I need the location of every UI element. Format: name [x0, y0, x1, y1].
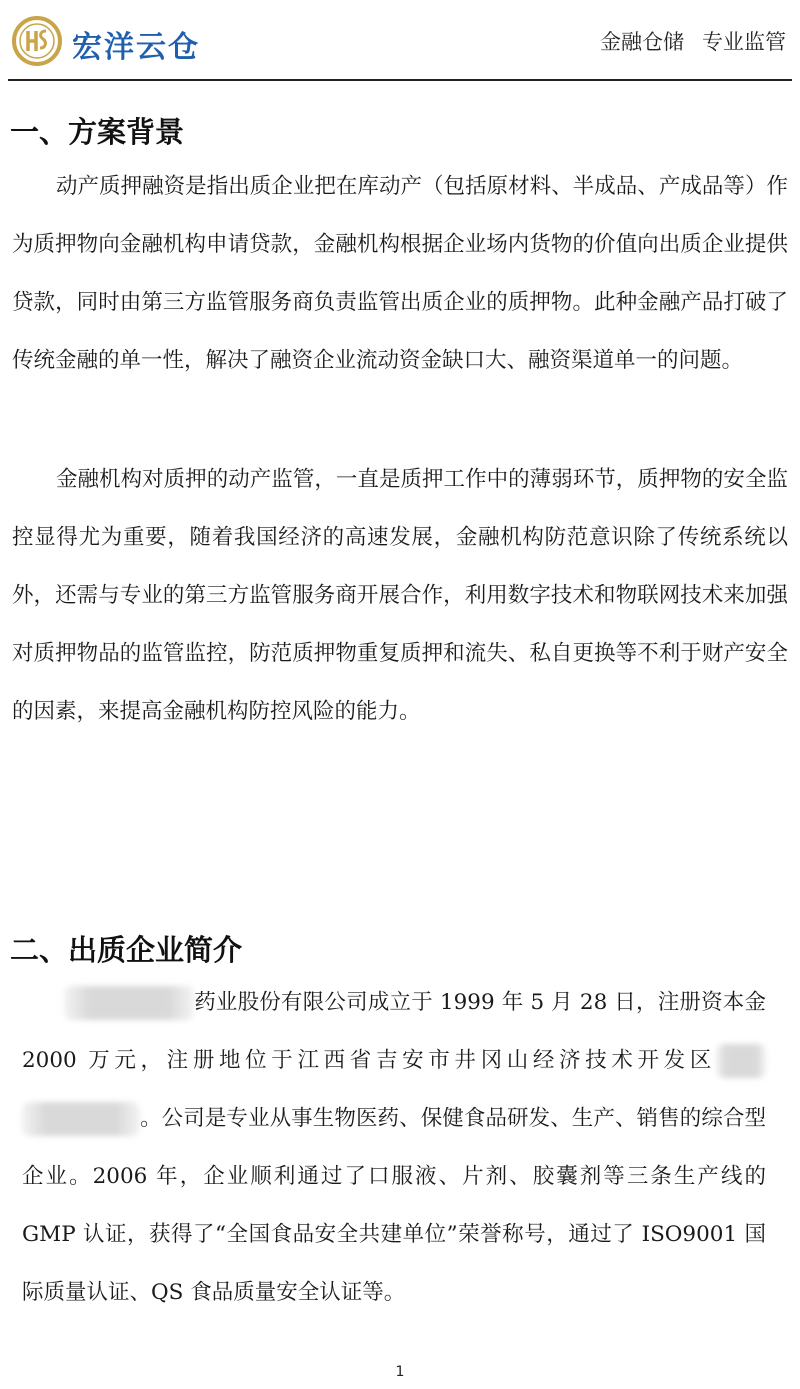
- hongyang-logo-icon: [12, 16, 62, 66]
- background-paragraph-1: 动产质押融资是指出质企业把在库动产（包括原材料、半成品、产成品等）作为质押物向金融机构申请贷款，金融机构根据企业场内货物的价值向出质企业提供贷款，同时由第三方监管服务商负责监管出质企业的质押物。此种金融产品打破了传统金融的单一性，解决了融资企业流动资金缺口大、融资渠道单一的问题。: [12, 174, 788, 373]
- header-taglines: [600, 26, 786, 56]
- redacted-address-end: [716, 1044, 766, 1078]
- tagline-finance-warehousing: 金融仓储: [600, 30, 684, 54]
- company-profile-paragraph: [22, 974, 766, 1322]
- section-title-company-profile: 二、出质企业简介: [10, 933, 243, 967]
- section-title-background: 一、方案背景: [10, 115, 185, 149]
- header-divider: [8, 79, 792, 81]
- brand-name: 宏洋云仓: [72, 30, 200, 65]
- background-paragraph-2: 金融机构对质押的动产监管，一直是质押工作中的薄弱环节，质押物的安全监控显得尤为重要，随着我国经济的高速发展，金融机构防范意识除了传统系统以外，还需与专业的第三方监管服务商开展合作，利用数字技术和物联网技术来加强对质押物品的监管监控，防范质押物重复质押和流失、私自更换等不利于财产安全的因素，来提高金融机构防控风险的能力。: [12, 467, 788, 724]
- page-number: 1: [395, 1364, 405, 1380]
- page-header: [0, 0, 800, 80]
- redacted-address-start: [22, 1102, 140, 1136]
- company-profile-text-part1: 药业股份有限公司成立于 1999 年 5 月 28 日，注册资本金 2000 万元，注册地位于江西省吉安市井冈山经济技术开发区: [22, 990, 766, 1073]
- tagline-professional-supervision: 专业监管: [702, 30, 786, 54]
- company-profile-text-part2: 。公司是专业从事生物医药、保健食品研发、生产、销售的综合型企业。2006 年，企业顺利通过了口服液、片剂、胶囊剂等三条生产线的 GMP 认证，获得了“全国食品安全共建单位”荣誉称号，通过了 ISO9001 国际质量认证、QS 食品质量安全认证等。: [22, 1106, 766, 1305]
- redacted-company-name: [64, 986, 194, 1020]
